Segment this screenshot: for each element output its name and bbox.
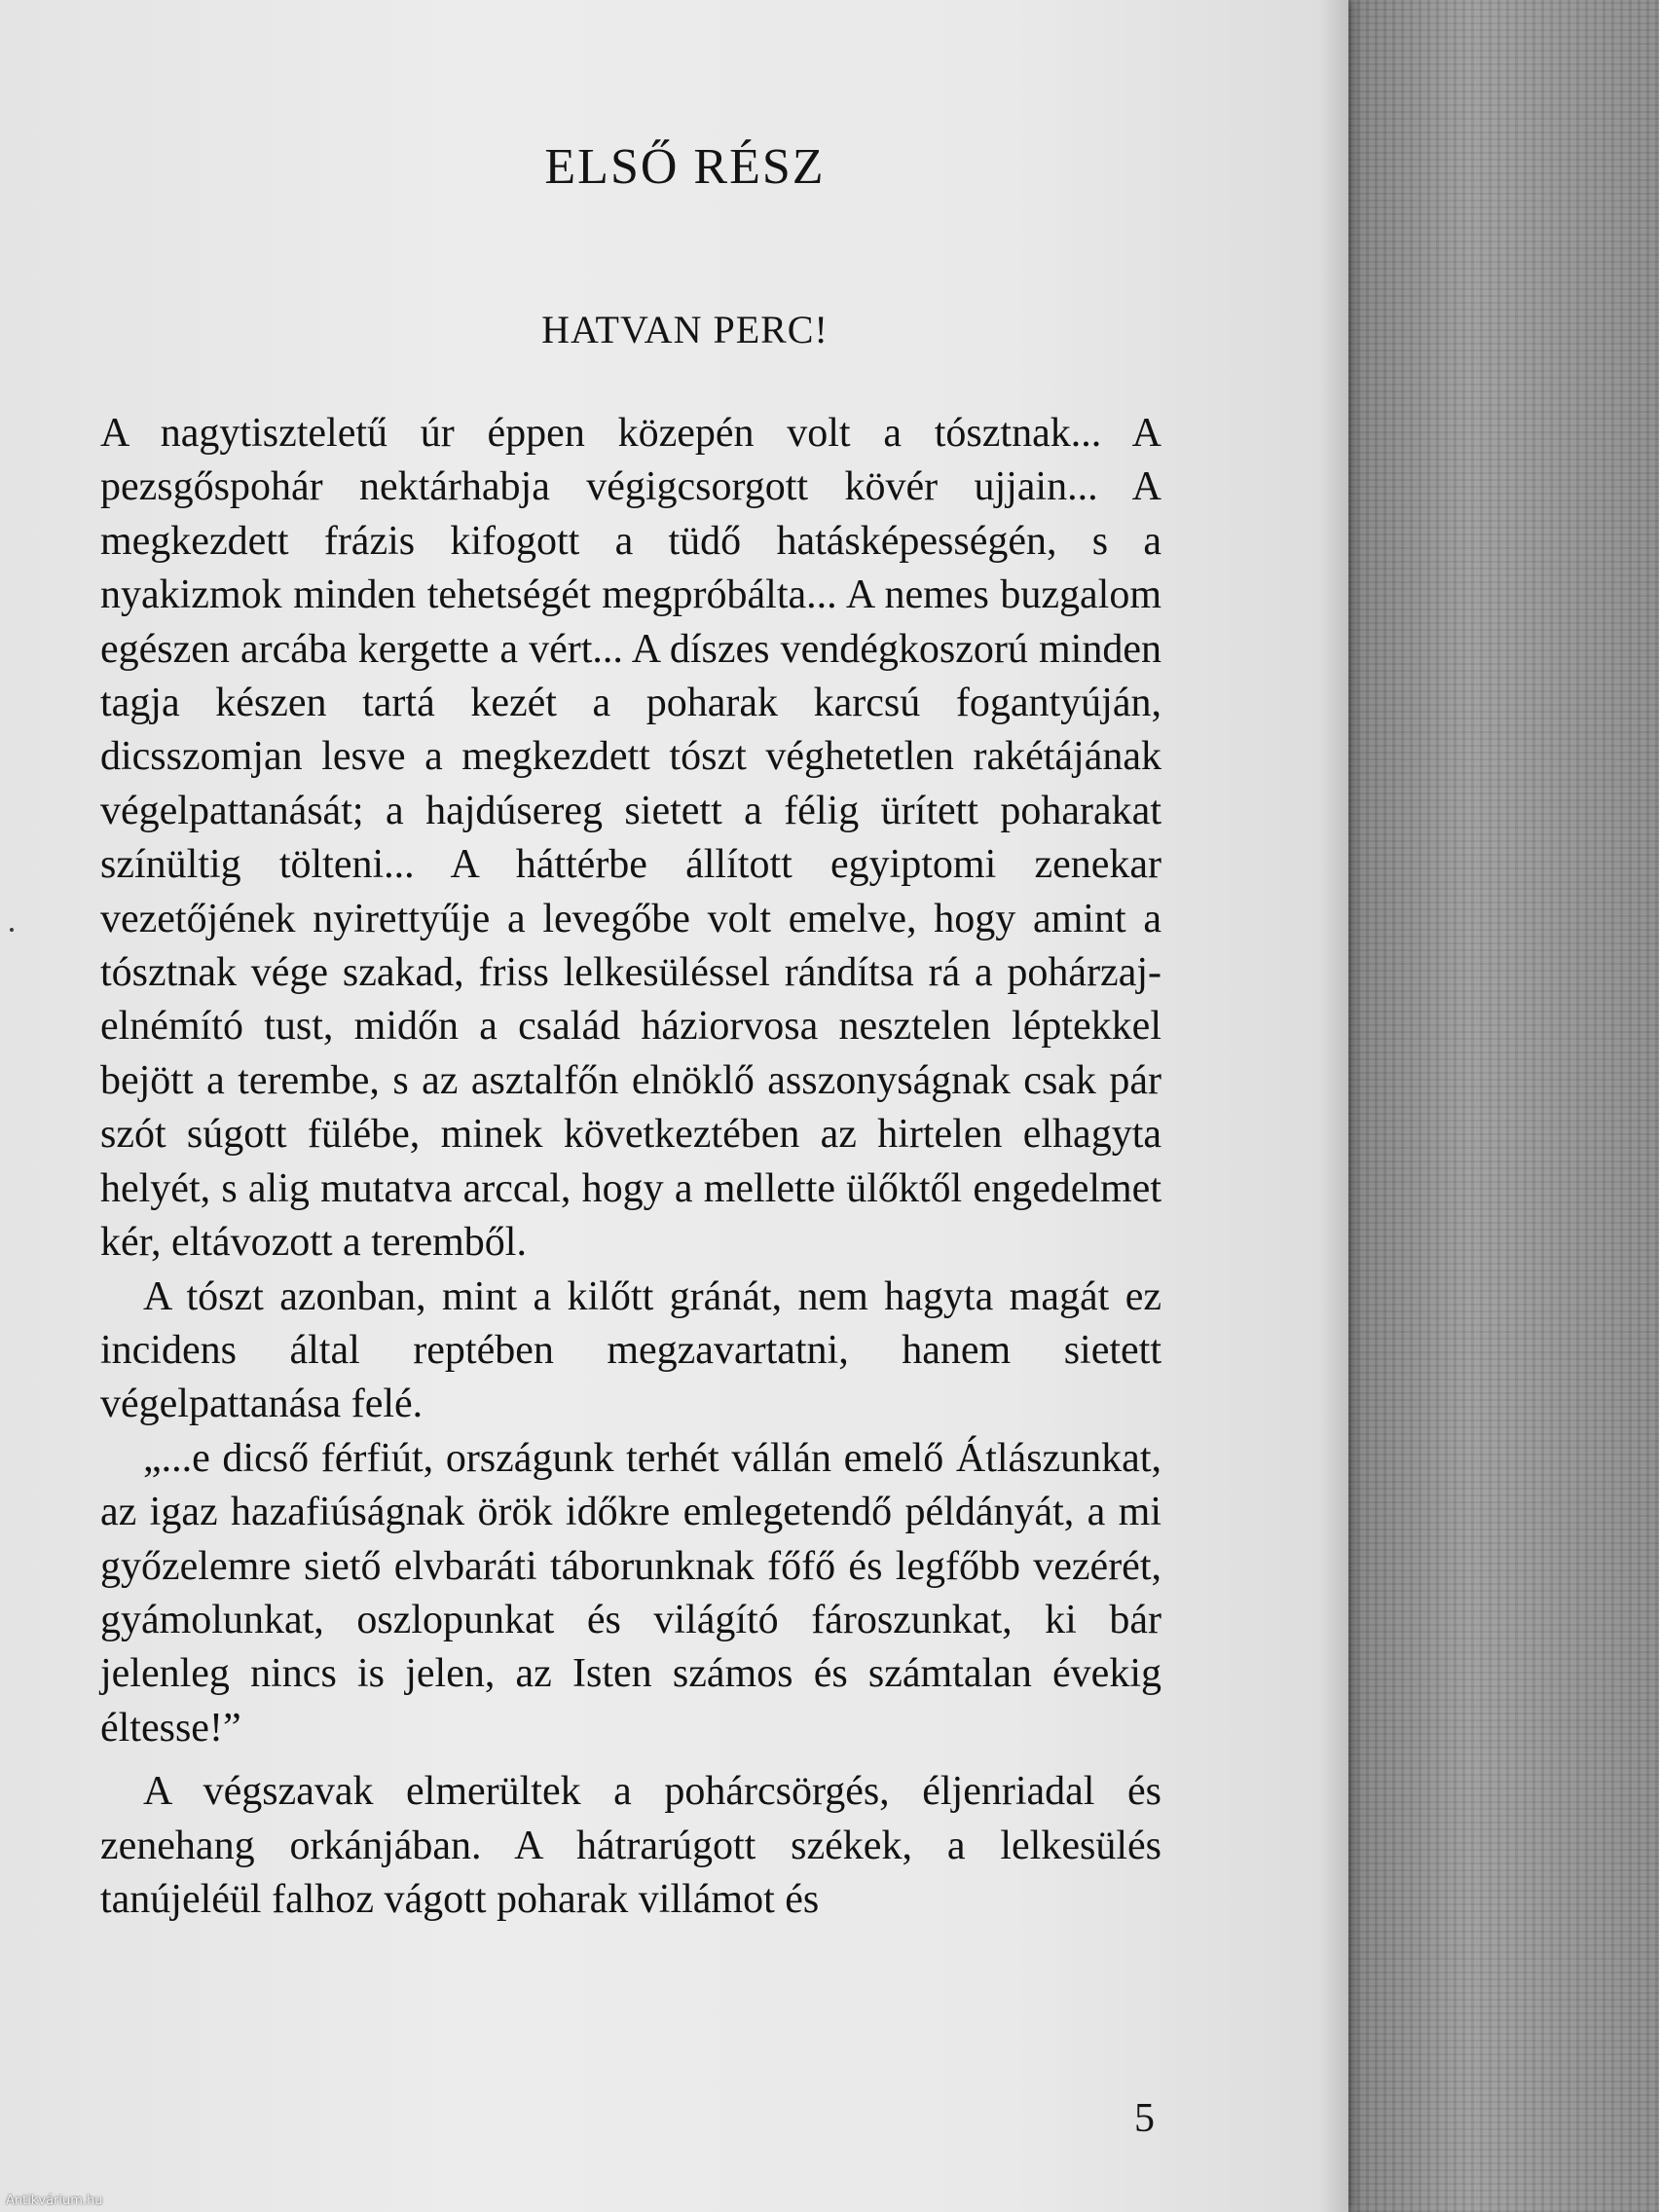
paragraph-1: A nagytiszteletű úr éppen közepén volt a tósztnak... A pezsgőspohár nektárhabja végigcsorgott kövér ujjain... A megkezdett frázis kifogott a tüdő hatásképességén, s a nyakizmok minden tehetségét megpróbálta... A nemes buzgalom egészen arcába kergette a vért... A díszes vendégkoszorú minden tagja készen tartá kezét a poharak karcsú fogantyúján, dicsszomjan lesve a megkezdett tószt véghetetlen rakétájának végelpattanását; a hajdúsereg sietett a félig ürített poharakat színültig tölteni... A háttérbe állított egyiptomi zenekar vezetőjének nyirettyűje a levegőbe volt emelve, hogy amint a tósztnak vége szakad, friss lelkesüléssel rándítsa rá a pohárzaj-elnémító tust, midőn a család háziorvosa nesztelen léptekkel bejött a terembe, s az asztalfőn elnöklő asszonyságnak csak pár szót súgott fülébe, minek következtében az hirtelen elhagyta helyét, s alig mutatva arccal, hogy a mellette ülőktől engedelmet kér, eltávozott a teremből. bbox=[100, 411, 1161, 1266]
chapter-title: HATVAN PERC! bbox=[541, 308, 829, 351]
paragraph-2: A tószt azonban, mint a kilőtt gránát, nem hagyta magát ez incidens által reptében megzavartatni, hanem sietett végelpattanása felé. bbox=[100, 1273, 1161, 1427]
part-title: ELSŐ RÉSZ bbox=[544, 139, 826, 195]
page-number: 5 bbox=[1134, 2096, 1155, 2141]
watermark: Antikvárium.hu bbox=[6, 2194, 103, 2208]
background-surface bbox=[1348, 0, 1659, 2212]
paragraph-4: A végszavak elmerültek a pohárcsörgés, éljenriadal és zenehang orkánjában. A hátrarúgott székek, a lelkesülés tanújeléül falhoz vágott poharak villámot és bbox=[100, 1769, 1161, 1922]
paper-speck bbox=[10, 928, 14, 932]
paragraph-3: „...e dicső férfiút, országunk terhét vállán emelő Átlászunkat, az igaz hazafiúságnak örök időkre emlegetendő példányát, a mi győzelemre siető elvbaráti táborunknak főfő és legfőbb vezérét, gyámolunkat, oszlopunkat és világító fároszunkat, ki bár jelenleg nincs is jelen, az Isten számos és számtalan évekig éltesse!” bbox=[100, 1435, 1161, 1751]
body-text bbox=[100, 407, 1161, 1927]
